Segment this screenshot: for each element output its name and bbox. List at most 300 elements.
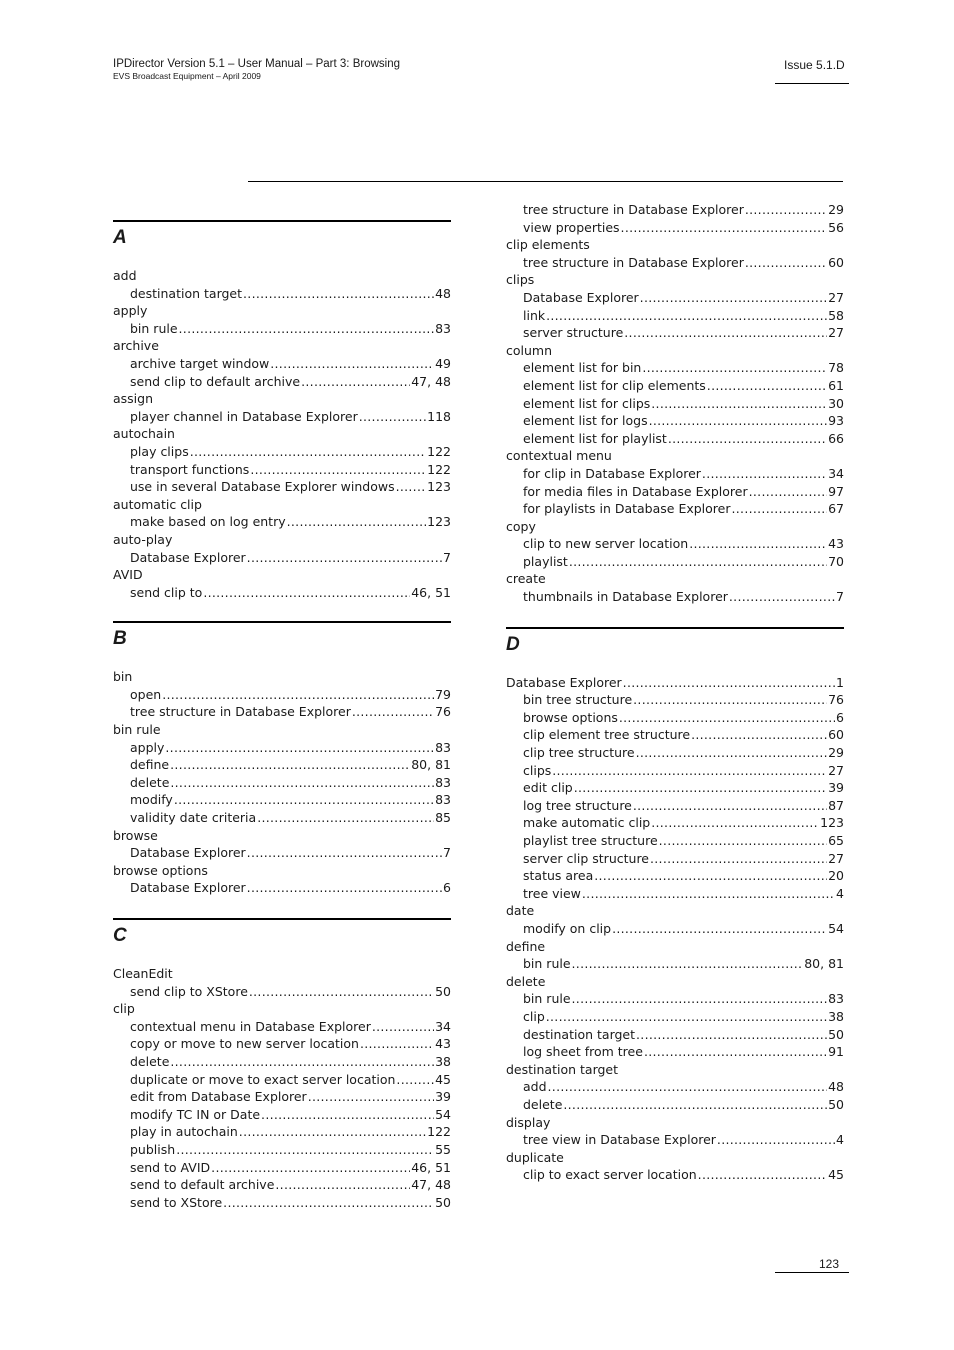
subentry-page: 20	[828, 868, 844, 884]
index-subentry	[113, 1053, 451, 1071]
index-subentry	[113, 686, 451, 704]
subentry-label: send to default archive	[130, 1177, 275, 1193]
leader-dots	[633, 797, 827, 815]
leader-dots	[211, 1159, 410, 1177]
index-term: archive	[113, 338, 159, 354]
index-subentry	[506, 254, 844, 272]
subentry-page: 46, 51	[411, 1159, 451, 1175]
page-footer	[775, 1257, 849, 1273]
page-header	[113, 57, 400, 82]
index-section-a	[113, 220, 451, 601]
subentry-label: element list for playlist	[523, 430, 667, 446]
subentry-label: element list for clip elements	[523, 377, 706, 393]
index-term: destination target	[506, 1061, 619, 1077]
subentry-label: clip element tree structure	[523, 727, 691, 743]
index-term: date	[506, 903, 535, 919]
subentry-page: 30	[828, 395, 844, 411]
subentry-page: 43	[828, 536, 844, 552]
index-subentry	[506, 814, 844, 832]
leader-dots	[563, 1096, 827, 1114]
leader-dots	[270, 355, 434, 373]
subentry-label: bin rule	[130, 320, 178, 336]
subentry-label: modify	[130, 792, 173, 808]
subentry-label: tree structure in Database Explorer	[523, 254, 744, 270]
leader-dots	[707, 377, 827, 395]
subentry-label: apply	[130, 739, 165, 755]
leader-dots	[702, 465, 827, 483]
subentry-page: 79	[435, 686, 451, 702]
index-subentry	[506, 850, 844, 868]
leader-dots	[257, 809, 434, 827]
leader-dots	[651, 395, 827, 413]
subentry-page: 97	[828, 483, 844, 499]
subentry-page: 123	[820, 815, 844, 831]
leader-dots	[636, 1026, 827, 1044]
index-subentry	[113, 774, 451, 792]
subentry-page: 54	[828, 920, 844, 936]
subentry-page: 78	[828, 360, 844, 376]
subentry-label: destination target	[130, 285, 243, 301]
section-letter: A	[113, 227, 127, 248]
leader-dots	[745, 201, 827, 219]
subentry-page: 122	[427, 461, 451, 477]
index-subentry	[113, 355, 451, 373]
leader-dots	[239, 1123, 426, 1141]
index-subentry	[113, 1035, 451, 1053]
subentry-label: Database Explorer	[130, 549, 246, 565]
subentry-label: edit from Database Explorer	[130, 1089, 307, 1105]
leader-dots	[640, 289, 827, 307]
leader-dots	[582, 885, 835, 903]
index-subentry	[506, 920, 844, 938]
subentry-page: 27	[828, 762, 844, 778]
index-subentry	[506, 289, 844, 307]
subentry-label: server clip structure	[523, 850, 649, 866]
subentry-label: delete	[523, 1096, 563, 1112]
leader-dots	[624, 324, 827, 342]
subentry-page: 50	[435, 1194, 451, 1210]
index-subentry	[506, 709, 844, 727]
index-subentry	[113, 1176, 451, 1194]
subentry-page: 49	[435, 355, 451, 371]
section-letter: B	[113, 628, 127, 650]
index-subentry	[113, 584, 451, 602]
leader-dots	[174, 791, 434, 809]
leader-dots	[651, 814, 819, 832]
subentry-page: 118	[427, 408, 451, 424]
leader-dots	[729, 588, 835, 606]
index-subentry	[113, 1088, 451, 1106]
subentry-page: 46, 51	[411, 584, 451, 600]
section-rule	[113, 220, 451, 222]
leader-dots	[179, 320, 435, 338]
index-subentry	[113, 844, 451, 862]
index-subentry	[113, 791, 451, 809]
subentry-page: 38	[435, 1053, 451, 1069]
subentry-page: 34	[828, 465, 844, 481]
leader-dots	[642, 359, 827, 377]
index-term: display	[506, 1114, 551, 1130]
subentry-page: 39	[435, 1089, 451, 1105]
index-term: copy	[506, 518, 536, 534]
subentry-page: 43	[435, 1036, 451, 1052]
subentry-page: 45	[435, 1071, 451, 1087]
subentry-label: link	[523, 307, 546, 323]
subentry-page: 47, 48	[411, 1177, 451, 1193]
subentry-label: tree structure in Database Explorer	[523, 202, 744, 217]
index-subentry	[506, 377, 844, 395]
leader-dots	[546, 307, 827, 325]
index-subentry	[506, 762, 844, 780]
subentry-page: 29	[828, 202, 844, 217]
leader-dots	[275, 1176, 410, 1194]
subentry-page: 56	[828, 219, 844, 235]
subentry-label: log tree structure	[523, 797, 632, 813]
index-subentry	[113, 1018, 451, 1036]
subentry-page: 7	[443, 549, 451, 565]
index-subentry	[506, 726, 844, 744]
subentry-label: tree view in Database Explorer	[523, 1132, 716, 1148]
index-term: CleanEdit	[113, 966, 173, 981]
term-label: Database Explorer	[506, 674, 622, 690]
index-subentry	[506, 779, 844, 797]
subentry-page: 83	[435, 774, 451, 790]
subentry-page: 123	[427, 479, 451, 495]
index-subentry	[506, 430, 844, 448]
subentry-label: clip	[523, 1008, 545, 1024]
index-subentry	[506, 201, 844, 219]
leader-dots	[623, 674, 835, 692]
index-term: automatic clip	[113, 496, 202, 512]
section-rule	[113, 918, 451, 920]
subentry-label: modify on clip	[523, 920, 612, 936]
leader-dots	[698, 1166, 827, 1184]
index-subentry	[506, 412, 844, 430]
top-divider	[248, 181, 843, 182]
issue-box	[775, 58, 849, 84]
index-subentry	[506, 219, 844, 237]
subentry-page: 123	[427, 514, 451, 530]
index-subentry	[506, 885, 844, 903]
leader-dots	[359, 408, 426, 426]
subentry-label: bin rule	[523, 991, 571, 1007]
subentry-label: tree structure in Database Explorer	[130, 704, 351, 720]
subentry-page: 27	[828, 325, 844, 341]
index-section-d	[506, 627, 844, 1184]
index-subentry	[113, 809, 451, 827]
index-subentry	[113, 549, 451, 567]
leader-dots	[636, 744, 828, 762]
section-letter: D	[506, 633, 520, 655]
index-term: assign	[113, 391, 154, 407]
index-subentry	[506, 867, 844, 885]
subentry-page: 66	[828, 430, 844, 446]
subentry-label: publish	[130, 1141, 176, 1157]
subentry-label: transport functions	[130, 461, 250, 477]
subentry-label: make automatic clip	[523, 815, 651, 831]
subentry-page: 91	[828, 1044, 844, 1060]
leader-dots	[176, 1141, 434, 1159]
subentry-page: 61	[828, 377, 844, 393]
subentry-label: define	[130, 757, 170, 773]
section-letter: C	[113, 925, 127, 946]
leader-dots	[301, 373, 410, 391]
section-gap	[113, 601, 451, 621]
index-subentry	[506, 744, 844, 762]
index-term	[506, 674, 844, 692]
index-term: add	[113, 268, 137, 283]
subentry-page: 48	[435, 285, 451, 301]
leader-dots	[308, 1088, 434, 1106]
subentry-page: 7	[836, 589, 844, 605]
subentry-label: Database Explorer	[130, 880, 246, 896]
subentry-page: 58	[828, 307, 844, 323]
leader-dots	[190, 443, 426, 461]
leader-dots	[243, 285, 434, 303]
subentry-page: 7	[443, 845, 451, 861]
index-subentry	[506, 359, 844, 377]
subentry-label: Database Explorer	[130, 845, 246, 861]
subentry-page: 122	[427, 1124, 451, 1140]
index-subentry	[113, 408, 451, 426]
subentry-page: 39	[828, 780, 844, 796]
subentry-label: contextual menu in Database Explorer	[130, 1018, 371, 1034]
leader-dots	[203, 584, 410, 602]
subentry-label: send clip to default archive	[130, 373, 301, 389]
index-subentry	[506, 553, 844, 571]
subentry-page: 76	[828, 692, 844, 708]
index-term: create	[506, 571, 546, 587]
index-subentry	[113, 703, 451, 721]
subentry-page: 50	[828, 1096, 844, 1112]
leader-dots	[247, 549, 442, 567]
subentry-label: browse options	[523, 709, 618, 725]
index-subentry	[506, 832, 844, 850]
subentry-label: open	[130, 686, 162, 702]
index-subentry	[113, 1194, 451, 1212]
issue-label: Issue 5.1.D	[784, 58, 845, 72]
subentry-label: element list for logs	[523, 413, 648, 429]
leader-dots	[261, 1106, 434, 1124]
subentry-label: send clip to XStore	[130, 983, 248, 999]
leader-dots	[170, 774, 434, 792]
index-subentry	[506, 395, 844, 413]
leader-dots	[650, 850, 827, 868]
subentry-page: 85	[435, 810, 451, 826]
subentry-label: element list for clips	[523, 395, 651, 411]
index-subentry	[506, 990, 844, 1008]
leader-dots	[162, 686, 434, 704]
subentry-page: 6	[443, 880, 451, 896]
index-term: clip	[113, 1001, 135, 1017]
subentry-label: edit clip	[523, 780, 573, 796]
subentry-page: 27	[828, 850, 844, 866]
subentry-label: clip to new server location	[523, 536, 689, 552]
index-subentry	[113, 320, 451, 338]
subentry-label: modify TC IN or Date	[130, 1106, 261, 1122]
index-subentry	[506, 1078, 844, 1096]
subentry-label: send to XStore	[130, 1194, 223, 1210]
subentry-page: 60	[828, 727, 844, 743]
subentry-label: tree view	[523, 885, 581, 901]
leader-dots	[396, 1071, 434, 1089]
leader-dots	[360, 1035, 434, 1053]
subentry-page: 60	[828, 254, 844, 270]
subentry-page: 80, 81	[804, 956, 844, 972]
subentry-label: view properties	[523, 219, 620, 235]
subentry-page: 50	[828, 1026, 844, 1042]
index-term: browse	[113, 827, 158, 843]
subentry-page: 6	[836, 709, 844, 725]
subentry-page: 65	[828, 833, 844, 848]
subentry-page: 34	[435, 1018, 451, 1034]
subentry-label: play clips	[130, 443, 189, 459]
leader-dots	[574, 779, 827, 797]
leader-dots	[668, 430, 827, 448]
index-subentry	[506, 1131, 844, 1149]
index-term: bin	[113, 669, 133, 685]
section-gap	[113, 897, 451, 918]
index-term: column	[506, 342, 553, 358]
leader-dots	[644, 1043, 827, 1061]
index-subentry	[506, 1026, 844, 1044]
document-subtitle: EVS Broadcast Equipment – April 2009	[113, 71, 261, 81]
leader-dots	[396, 478, 427, 496]
subentry-page: 4	[836, 1132, 844, 1148]
subentry-page: 80, 81	[411, 757, 451, 773]
leader-dots	[372, 1018, 434, 1036]
subentry-label: copy or move to new server location	[130, 1036, 359, 1052]
leader-dots	[287, 513, 427, 531]
index-subentry	[113, 285, 451, 303]
subentry-page: 38	[828, 1008, 844, 1024]
subentry-page: 87	[828, 797, 844, 813]
leader-dots	[659, 832, 827, 850]
subentry-label: playlist tree structure	[523, 833, 658, 848]
leader-dots	[546, 1008, 827, 1026]
index-subentry	[113, 1141, 451, 1159]
subentry-page: 93	[828, 413, 844, 429]
index-subentry	[113, 443, 451, 461]
leader-dots	[745, 254, 827, 272]
subentry-page: 27	[828, 289, 844, 305]
index-subentry	[113, 373, 451, 391]
leader-dots	[223, 1194, 434, 1212]
index-term: auto-play	[113, 531, 173, 547]
subentry-page: 29	[828, 745, 844, 761]
leader-dots	[572, 955, 804, 973]
subentry-label: play in autochain	[130, 1124, 238, 1140]
index-term: AVID	[113, 567, 143, 583]
subentry-label: for clip in Database Explorer	[523, 465, 701, 481]
index-term: contextual menu	[506, 448, 612, 464]
index-subentry	[506, 483, 844, 501]
term-page: 1	[836, 674, 844, 690]
leader-dots	[569, 553, 827, 571]
index-subentry	[506, 307, 844, 325]
subentry-page: 83	[435, 792, 451, 808]
subentry-label: clip tree structure	[523, 745, 635, 761]
leader-dots	[170, 756, 410, 774]
index-subentry	[506, 324, 844, 342]
leader-dots	[548, 1078, 828, 1096]
leader-dots	[250, 461, 426, 479]
subentry-label: duplicate or move to exact server location	[130, 1071, 396, 1087]
index-subentry	[506, 588, 844, 606]
leader-dots	[621, 219, 828, 237]
leader-dots	[612, 920, 827, 938]
leader-dots	[732, 500, 828, 518]
index-subentry	[113, 739, 451, 757]
index-subentry	[506, 465, 844, 483]
leader-dots	[749, 483, 827, 501]
index-subentry	[113, 478, 451, 496]
leader-dots	[594, 867, 827, 885]
subentry-label: playlist	[523, 553, 568, 569]
subentry-label: server structure	[523, 325, 624, 341]
leader-dots	[165, 739, 434, 757]
subentry-page: 47, 48	[411, 373, 451, 389]
subentry-label: destination target	[523, 1026, 636, 1042]
subentry-page: 122	[427, 443, 451, 459]
index-subentry	[113, 1071, 451, 1089]
subentry-label: clip to exact server location	[523, 1167, 697, 1183]
index-subentry	[506, 797, 844, 815]
subentry-label: add	[523, 1079, 547, 1095]
index-term: clip elements	[506, 237, 590, 253]
subentry-page: 4	[836, 885, 844, 901]
index-subentry	[506, 1008, 844, 1026]
subentry-label: validity date criteria	[130, 810, 257, 826]
subentry-page: 70	[828, 553, 844, 569]
subentry-label: thumbnails in Database Explorer	[523, 589, 728, 605]
index-subentry	[506, 955, 844, 973]
leader-dots	[170, 1053, 434, 1071]
index-term: apply	[113, 303, 148, 319]
leader-dots	[649, 412, 828, 430]
index-term: browse options	[113, 862, 208, 878]
index-subentry	[506, 500, 844, 518]
subentry-page: 67	[828, 501, 844, 517]
subentry-label: status area	[523, 868, 594, 884]
subentry-label: make based on log entry	[130, 514, 286, 530]
index-subentry	[113, 879, 451, 897]
leader-dots	[572, 990, 828, 1008]
index-subentry	[113, 1123, 451, 1141]
leader-dots	[552, 762, 827, 780]
leader-dots	[247, 879, 442, 897]
leader-dots	[717, 1131, 835, 1149]
index-term: duplicate	[506, 1149, 564, 1165]
subentry-label: for media files in Database Explorer	[523, 483, 748, 499]
subentry-label: for playlists in Database Explorer	[523, 501, 731, 517]
index-subentry	[506, 535, 844, 553]
subentry-label: archive target window	[130, 355, 270, 371]
subentry-label: element list for bin	[523, 360, 642, 376]
subentry-page: 55	[435, 1141, 451, 1157]
index-term: autochain	[113, 426, 175, 442]
subentry-page: 83	[435, 320, 451, 336]
index-subentry	[113, 1159, 451, 1177]
index-section-b	[113, 621, 451, 897]
subentry-label: send to AVID	[130, 1159, 211, 1175]
subentry-page: 45	[828, 1167, 844, 1183]
leader-dots	[249, 983, 434, 1001]
right-column	[506, 201, 844, 1184]
index-term: delete	[506, 973, 546, 989]
index-subentry	[113, 756, 451, 774]
index-subentry	[113, 513, 451, 531]
